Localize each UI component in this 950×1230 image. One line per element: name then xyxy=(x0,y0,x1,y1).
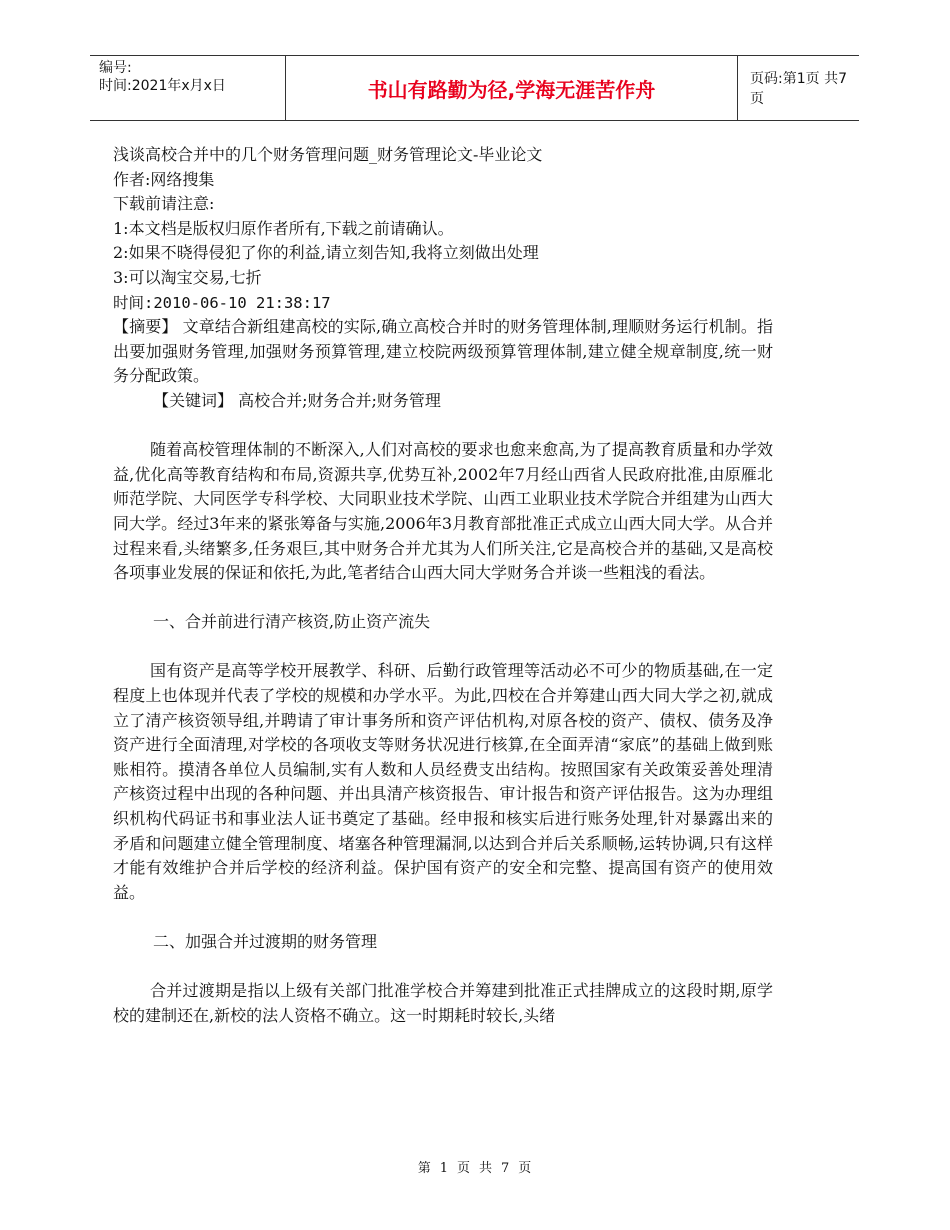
doc-title: 浅谈高校合并中的几个财务管理问题_财务管理论文-毕业论文 xyxy=(113,145,543,164)
keywords: 【关键词】 高校合并;财务合并;财务管理 xyxy=(153,390,441,410)
doc-timestamp: 时间:2010-06-10 21:38:17 xyxy=(113,293,331,312)
section-heading: 二、加强合并过渡期的财务管理 xyxy=(153,932,378,951)
body-paragraph: 国有资产是高等学校开展教学、科研、后勤行政管理等活动必不可少的物质基础,在一定程度上也体现并代表了学校的规模和办学水平。为此,四校在合并筹建山西大同大学之初,就成立了清产核资领导组,并聘请了审计事务所和资产评估机构,对原各校的资产、债权、债务及净资产进行全面清理,对学校的各项收支等财务状况进行核算,在全面弄清“家底”的基础上做到账账相符。摸清各单位人员编制,实有人数和人员经费支出结构。按照国家有关政策妥善处理清产核资过程中出现的各种问题、并出具清产核资报告、审计报告和资产评估报告。这为办理组织机构代码证书和事业法人证书奠定了基础。经申报和核实后进行账务处理,针对暴露出来的矛盾和问题建立健全管理制度、堵塞各种管理漏洞,以达到合并后关系顺畅,运转协调,只有这样才能有效维护合并后学校的经济利益。保护国有资产的安全和完整、提高国有资产的使用效益。 xyxy=(113,661,773,902)
notice-item: 3:可以淘宝交易,七折 xyxy=(113,267,262,287)
header-motto: 书山有路勤为径,学海无涯苦作舟 xyxy=(286,56,738,120)
footer-total-word: 共 xyxy=(479,1161,494,1176)
page-footer xyxy=(0,1157,950,1176)
doc-author: 作者:网络搜集 xyxy=(113,169,215,189)
abstract: 【摘要】 文章结合新组建高校的实际,确立高校合并时的财务管理体制,理顺财务运行机制。指出要加强财务管理,加强财务预算管理,建立校院两级预算管理体制,建立健全规章制度,统一财务分配政策。 xyxy=(113,317,773,386)
notice-item: 1:本文档是版权归原作者所有,下载之前请确认。 xyxy=(113,218,454,238)
doc-time-label: 时间:2021年x月x日 xyxy=(99,78,226,94)
document-body xyxy=(113,143,773,1028)
footer-page-word: 页 xyxy=(518,1161,533,1176)
body-paragraph: 随着高校管理体制的不断深入,人们对高校的要求也愈来愈高,为了提高教育质量和办学效益,优化高等教育结构和布局,资源共享,优势互补,2002年7月经山西省人民政府批准,由原雁北师范学院、大同医学专科学校、大同职业技术学院、山西工业职业技术学院合并组建为山西大同大学。经过3年来的紧张筹备与实施,2006年3月教育部批准正式成立山西大同大学。从合并过程来看,头绪繁多,任务艰巨,其中财务合并尤其为人们所关注,它是高校合并的基础,又是高校各项事业发展的保证和依托,为此,笔者结合山西大同大学财务合并谈一些粗浅的看法。 xyxy=(113,440,773,583)
header-meta xyxy=(90,56,286,120)
section-heading: 一、合并前进行清产核资,防止资产流失 xyxy=(153,612,431,632)
footer-page-number: 1 xyxy=(439,1161,449,1176)
footer-page-word: 页 xyxy=(456,1161,471,1176)
header-page-info: 页码:第1页 共7页 xyxy=(750,71,847,107)
footer-total-number: 7 xyxy=(501,1161,511,1176)
notice-item: 2:如果不晓得侵犯了你的利益,请立刻告知,我将立刻做出处理 xyxy=(113,243,539,263)
body-paragraph: 合并过渡期是指以上级有关部门批准学校合并筹建到批准正式挂牌成立的这段时期,原学校的建制还在,新校的法人资格不确立。这一时期耗时较长,头绪 xyxy=(113,981,773,1025)
doc-number-label: 编号: xyxy=(99,60,132,76)
page-header xyxy=(90,55,859,121)
footer-page-word: 第 xyxy=(417,1161,432,1176)
notice-heading: 下载前请注意: xyxy=(113,194,215,214)
